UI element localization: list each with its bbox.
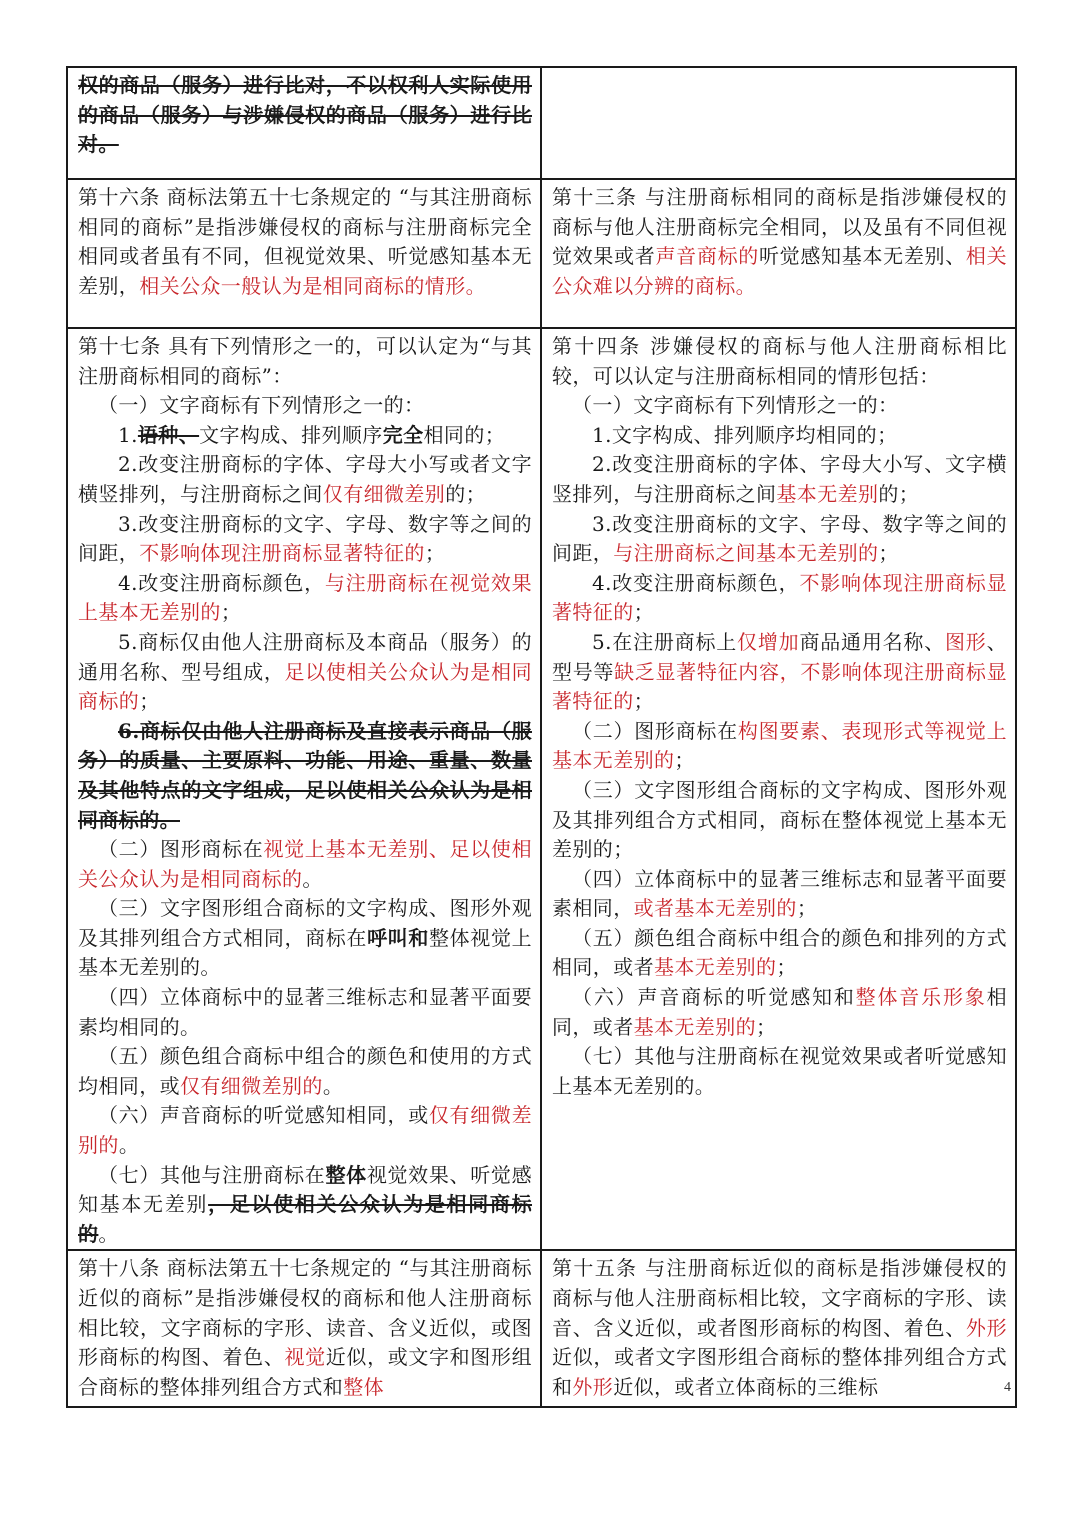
revised-text: 整体 bbox=[343, 1374, 385, 1399]
provision-paragraph bbox=[78, 421, 532, 451]
provision-text: 第十五条 与注册商标近似的商标是指涉嫌侵权的商标与他人注册商标相比较，文字商标的字形、读音、含义近似，或者图形商标的构图、着色、 bbox=[552, 1256, 1007, 1340]
provision-text: 。 bbox=[118, 1133, 140, 1158]
provision-text: ； bbox=[796, 896, 818, 921]
provision-paragraph bbox=[552, 421, 1007, 451]
provision-paragraph bbox=[552, 628, 1007, 717]
revised-text: 视觉上基本无差别、足以使相关公众认为是相同商标的 bbox=[78, 837, 532, 891]
table-row bbox=[67, 179, 1016, 328]
provision-text: 第十八条 商标法第五十七条规定的 “与其注册商标近似的商标”是指涉嫌侵权的商标和他人注册商标相比较，文字商标的字形、读音、含义近似，或图形商标的构图、着色、 bbox=[78, 1256, 532, 1370]
provision-text: 。 bbox=[322, 1073, 344, 1098]
provision-text: 相同，或者 bbox=[552, 985, 1007, 1039]
provision-paragraph bbox=[78, 835, 532, 894]
new-provision-cell bbox=[541, 1250, 1016, 1407]
provision-text: 4.改变注册商标颜色， bbox=[118, 570, 325, 595]
provision-paragraph bbox=[552, 183, 1007, 301]
provision-paragraph bbox=[552, 865, 1007, 924]
provision-paragraph bbox=[552, 983, 1007, 1042]
deleted-text: 语种、 bbox=[137, 422, 200, 447]
provision-paragraph bbox=[78, 391, 532, 421]
provision-text: （一）文字商标有下列情形之一的： bbox=[98, 393, 425, 418]
provision-text: （三）文字图形组合商标的文字构成、图形外观及其排列组合方式相同，商标在整体视觉上基本无差别的； bbox=[552, 777, 1007, 862]
provision-text: ； bbox=[633, 600, 655, 625]
provision-text: （三）文字图形组合商标的文字构成、图形外观及其排列组合方式相同，商标在 bbox=[78, 896, 532, 950]
provision-paragraph bbox=[78, 1101, 532, 1160]
revised-text: 仅有细微差别的 bbox=[180, 1073, 323, 1098]
provision-text: 5.商标仅由他人注册商标及本商品（服务）的通用名称、型号组成， bbox=[78, 629, 532, 684]
bold-text: 完全 bbox=[382, 422, 424, 447]
revised-text: 与注册商标在视觉效果上基本无差别的 bbox=[78, 570, 533, 625]
revised-text: 与注册商标之间基本无差别的 bbox=[613, 541, 879, 566]
provision-text: 文字构成、排列顺序 bbox=[199, 422, 383, 447]
provision-text: 第十七条 具有下列情形之一的，可以认定为“与其注册商标相同的商标”： bbox=[78, 334, 532, 388]
provision-text: （七）其他与注册商标在 bbox=[98, 1162, 326, 1187]
provision-text: ； bbox=[756, 1014, 777, 1039]
provision-text: 3.改变注册商标的文字、字母、数字等之间的间距， bbox=[78, 511, 532, 566]
provision-text: （二）图形商标在 bbox=[572, 718, 738, 743]
provision-paragraph bbox=[552, 510, 1007, 569]
revised-text: 声音商标的 bbox=[655, 244, 759, 269]
page-number: 4 bbox=[1004, 1380, 1011, 1395]
table-row bbox=[67, 1250, 1016, 1407]
provision-paragraph bbox=[78, 510, 532, 569]
provision-text: （五）颜色组合商标中组合的颜色和使用的方式均相同，或 bbox=[78, 1044, 532, 1098]
provision-text: 5.在注册商标上 bbox=[592, 629, 738, 654]
provision-paragraph bbox=[552, 450, 1007, 509]
provision-text: 1.文字构成、排列顺序均相同的； bbox=[592, 422, 898, 447]
provision-text: 近似，或者立体商标的三维标 bbox=[613, 1374, 879, 1399]
provision-paragraph bbox=[78, 1254, 532, 1402]
revised-text: 外形 bbox=[572, 1374, 614, 1399]
provision-paragraph bbox=[552, 1042, 1007, 1101]
provision-text: 4.改变注册商标颜色， bbox=[592, 570, 800, 595]
provision-text: 第十四条 涉嫌侵权的商标与他人注册商标相比较，可以认定与注册商标相同的情形包括： bbox=[552, 334, 1007, 388]
provision-text: 3.改变注册商标的文字、字母、数字等之间的间距， bbox=[552, 511, 1007, 566]
provision-paragraph bbox=[552, 569, 1007, 628]
provision-text: 近似，或者文字图形组合商标的整体排列组合方式和 bbox=[552, 1345, 1007, 1399]
provision-text: ； bbox=[424, 541, 446, 566]
provision-text: 第十六条 商标法第五十七条规定的 “与其注册商标相同的商标”是指涉嫌侵权的商标与注册商标完全相同或者虽有不同，但视觉效果、听觉感知基本无差别， bbox=[78, 185, 532, 298]
provision-paragraph bbox=[552, 924, 1007, 983]
provision-text: 2.改变注册商标的字体、字母大小写、文字横竖排列，与注册商标之间 bbox=[552, 452, 1007, 506]
provision-text: ； bbox=[220, 600, 242, 625]
provision-text: 的； bbox=[878, 481, 920, 506]
new-provision-cell bbox=[541, 67, 1016, 179]
provision-text: 听觉感知基本无差别、 bbox=[758, 244, 966, 269]
deleted-text: ，足以使相关公众认为是相同商标的 bbox=[78, 1192, 532, 1246]
provision-text: （一）文字商标有下列情形之一的： bbox=[572, 393, 899, 418]
revised-text: 整体音乐形象 bbox=[855, 985, 987, 1010]
old-provision-cell bbox=[67, 67, 541, 179]
provision-text: 第十三条 与注册商标相同的商标是指涉嫌侵权的商标与他人注册商标完全相同，以及虽有不同但视觉效果或者 bbox=[552, 185, 1007, 269]
revised-text: 外形 bbox=[965, 1315, 1008, 1340]
revised-text: 相关公众一般认为是相同商标的情形 bbox=[139, 273, 466, 298]
provision-paragraph bbox=[78, 1042, 532, 1101]
provision-text: 相同的； bbox=[423, 422, 506, 447]
provision-paragraph bbox=[78, 628, 532, 717]
provision-paragraph bbox=[78, 450, 532, 509]
provision-text: （七）其他与注册商标在视觉效果或者听觉感知上基本无差别的。 bbox=[552, 1044, 1007, 1098]
provision-text: 。 bbox=[302, 866, 323, 891]
comparison-table bbox=[66, 66, 1017, 1408]
revised-text: 足以使相关公众认为是相同商标的 bbox=[78, 659, 533, 714]
revised-text: 不影响体现注册商标显著特征的 bbox=[139, 541, 425, 566]
provision-text: 2.改变注册商标的字体、字母大小写或者文字横竖排列，与注册商标之间 bbox=[78, 452, 532, 506]
provision-text: 视觉效果、听觉感知基本无差别 bbox=[78, 1162, 532, 1217]
revised-text: 仅有细微差别 bbox=[322, 481, 446, 506]
revised-text: 相关公众难以分辨的商标。 bbox=[552, 244, 1008, 298]
revised-text: 或者基本无差别的 bbox=[633, 896, 797, 921]
provision-paragraph bbox=[78, 569, 532, 628]
provision-paragraph bbox=[78, 1161, 532, 1250]
bold-text: 整体 bbox=[325, 1162, 367, 1187]
old-provision-cell bbox=[67, 328, 541, 1250]
table-row bbox=[67, 67, 1016, 179]
new-provision-cell bbox=[541, 179, 1016, 328]
provision-paragraph bbox=[78, 983, 532, 1042]
provision-text: （四）立体商标中的显著三维标志和显著平面要素相同， bbox=[552, 866, 1007, 921]
revised-text: 不影响体现注册商标显著特征的 bbox=[552, 570, 1007, 625]
provision-text: ； bbox=[878, 541, 899, 566]
revised-text: 仅增加 bbox=[737, 629, 800, 654]
revised-text: 基本无差别的 bbox=[654, 955, 777, 980]
provision-text: ； bbox=[633, 689, 655, 714]
revised-text: 视觉 bbox=[284, 1345, 326, 1370]
provision-text: 的； bbox=[445, 481, 487, 506]
provision-text: （六）声音商标的听觉感知和 bbox=[572, 985, 856, 1010]
provision-text: （四）立体商标中的显著三维标志和显著平面要素均相同的。 bbox=[78, 985, 532, 1039]
old-provision-cell bbox=[67, 1250, 541, 1407]
bold-text: 呼叫和 bbox=[367, 925, 430, 950]
provision-text: 1. bbox=[118, 422, 138, 447]
provision-text: （二）图形商标在 bbox=[98, 837, 264, 862]
provision-text: （五）颜色组合商标中组合的颜色和排列的方式相同，或者 bbox=[552, 925, 1007, 980]
revised-text: 。 bbox=[465, 273, 487, 298]
provision-paragraph bbox=[78, 894, 532, 983]
provision-text: 、型号等 bbox=[552, 629, 1007, 684]
provision-paragraph bbox=[552, 717, 1007, 776]
revised-text: 基本无差别 bbox=[776, 481, 879, 506]
provision-text: 商品通用名称、 bbox=[799, 629, 945, 654]
provision-text: 整体视觉上基本无差别的。 bbox=[78, 925, 533, 980]
revised-text: 缺乏显著特征内容，不影响体现注册商标显著特征的 bbox=[552, 659, 1007, 714]
revised-text: 仅有细微差别的 bbox=[78, 1103, 532, 1158]
comparison-table-body bbox=[67, 67, 1016, 1407]
revised-text: 构图要素、表现形式等视觉上基本无差别的 bbox=[552, 718, 1007, 773]
new-provision-cell bbox=[541, 328, 1016, 1250]
provision-paragraph bbox=[552, 776, 1007, 865]
provision-text: ； bbox=[674, 748, 695, 773]
provision-paragraph bbox=[78, 332, 532, 391]
provision-paragraph bbox=[552, 332, 1007, 391]
table-row bbox=[67, 328, 1016, 1250]
provision-paragraph bbox=[78, 717, 532, 835]
provision-paragraph bbox=[552, 1254, 1007, 1402]
old-provision-cell bbox=[67, 179, 541, 328]
provision-text: ； bbox=[139, 689, 160, 714]
revised-text: 图形 bbox=[945, 629, 987, 654]
provision-paragraph bbox=[78, 71, 532, 160]
revised-text: 基本无差别的 bbox=[633, 1014, 757, 1039]
provision-text: ； bbox=[776, 955, 797, 980]
deleted-text: 6.商标仅由他人注册商标及直接表示商品（服务）的质量、主要原料、功能、用途、重量、数量及其他特点的文字组成，足以使相关公众认为是相同商标的。 bbox=[78, 718, 532, 832]
deleted-text: 权的商品（服务）进行比对，不以权利人实际使用的商品（服务）与涉嫌侵权的商品（服务）进行比对。 bbox=[78, 73, 532, 157]
provision-text: 近似，或文字和图形组合商标的整体排列组合方式和 bbox=[78, 1345, 533, 1399]
provision-paragraph bbox=[78, 183, 532, 301]
provision-text: （六）声音商标的听觉感知相同，或 bbox=[98, 1103, 429, 1128]
provision-text: 。 bbox=[98, 1221, 119, 1246]
provision-paragraph bbox=[552, 391, 1007, 421]
